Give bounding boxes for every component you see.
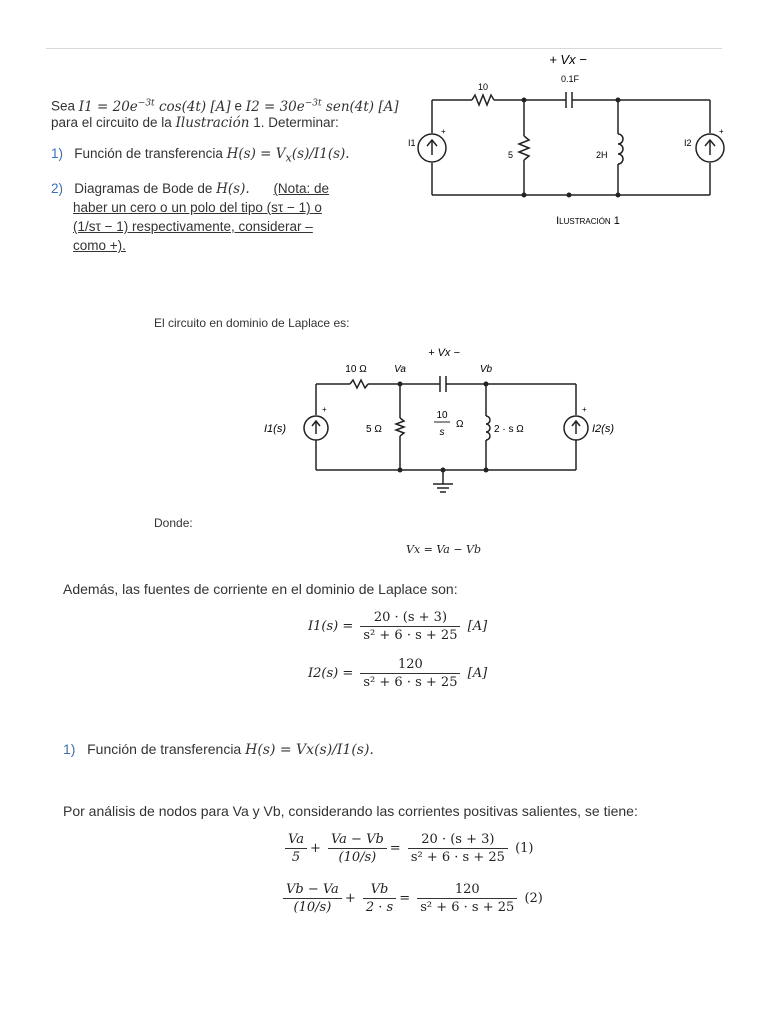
equation-2: $\frac{Vb - Va}{(10/s)}$ + $\frac{Vb}{2 \cdot s}$ = $\frac{120}{\text{s² + 6 · s + 25}}$ (2): [280, 882, 543, 915]
r1-label: 10: [477, 82, 489, 92]
ind-label: 2H: [596, 150, 608, 160]
ind-label-laplace: 2 · s Ω: [494, 424, 524, 435]
vx-equation: Vx = Va − Vb: [406, 543, 482, 556]
source2-label: I2: [684, 138, 692, 148]
source1-label-laplace: I1(s): [264, 423, 286, 435]
i1-definition: $I1 = 20e^{-3t}$ cos(4t) [A]: [78, 98, 231, 115]
donde-label: Donde:: [154, 516, 193, 530]
laplace-heading: El circuito en dominio de Laplace es:: [154, 316, 350, 330]
svg-text:+: +: [441, 127, 446, 136]
sources-text: Además, las fuentes de corriente en el dominio de Laplace son:: [63, 581, 458, 597]
cap-unit-laplace: Ω: [456, 419, 464, 430]
va-label: Va: [394, 364, 406, 375]
illustration-caption: Ilustración 1: [556, 215, 620, 227]
problem-note-line-2: haber un cero o un polo del tipo (sτ − 1) o: [73, 200, 322, 215]
problem-item-2: 2) Diagramas de Bode de H(s). (Nota: de: [51, 181, 329, 197]
i2s-equation: I2(s) = $\frac{120}{\text{s² + 6 · s + 25}}$ [A]: [308, 657, 488, 690]
source2-label-laplace: I2(s): [592, 423, 614, 435]
problem-line-1: Sea $I1 = 20e^{-3t}$ cos(4t) [A] e $I2 = 30e^{-3t}$ sen(4t) [A]: [51, 98, 399, 115]
circuit-illustration-1: [400, 48, 730, 238]
source1-label: I1: [408, 138, 416, 148]
problem-note-line-4: como +).: [73, 238, 126, 253]
equation-1: $\frac{Va}{5}$ + $\frac{Va - Vb}{(10/s)}$ = $\frac{20 \cdot (s + 3)}{\text{s² + 6 · s + 25}}$ (1): [282, 832, 533, 865]
circuit-laplace: [250, 342, 630, 502]
problem-line-2: para el circuito de la Ilustración 1. Determinar:: [51, 115, 339, 131]
cap-num-laplace: 10: [436, 410, 448, 421]
i2-definition: $I2 = 30e^{-3t}$ sen(4t) [A]: [245, 98, 399, 115]
vb-label: Vb: [479, 364, 493, 375]
node-analysis-text: Por análisis de nodos para Va y Vb, considerando las corrientes positivas salientes, se tiene:: [63, 803, 638, 819]
r2-label: 5: [508, 150, 514, 160]
r1-label-laplace: 10 Ω: [345, 364, 367, 375]
i1s-equation: I1(s) = $\frac{20 \cdot (s + 3)}{\text{s² + 6 · s + 25}}$ [A]: [308, 610, 488, 643]
vx-label-laplace: + Vx −: [428, 347, 460, 359]
svg-text:+: +: [582, 405, 587, 414]
cap-label: 0.1F: [560, 74, 580, 84]
svg-text:+: +: [322, 405, 327, 414]
cap-den-laplace: s: [439, 427, 445, 438]
section1-heading: 1) Función de transferencia H(s) = Vx(s)/I1(s).: [63, 741, 374, 758]
problem-item-1: 1) Función de transferencia $H(s) = V_x(s)/I1(s)$.: [51, 146, 350, 165]
r2-label-laplace: 5 Ω: [366, 424, 382, 435]
problem-note-line-3: (1/sτ − 1) respectivamente, considerar –: [73, 219, 313, 234]
svg-text:+: +: [719, 127, 724, 136]
vx-label: + Vx −: [549, 52, 587, 67]
